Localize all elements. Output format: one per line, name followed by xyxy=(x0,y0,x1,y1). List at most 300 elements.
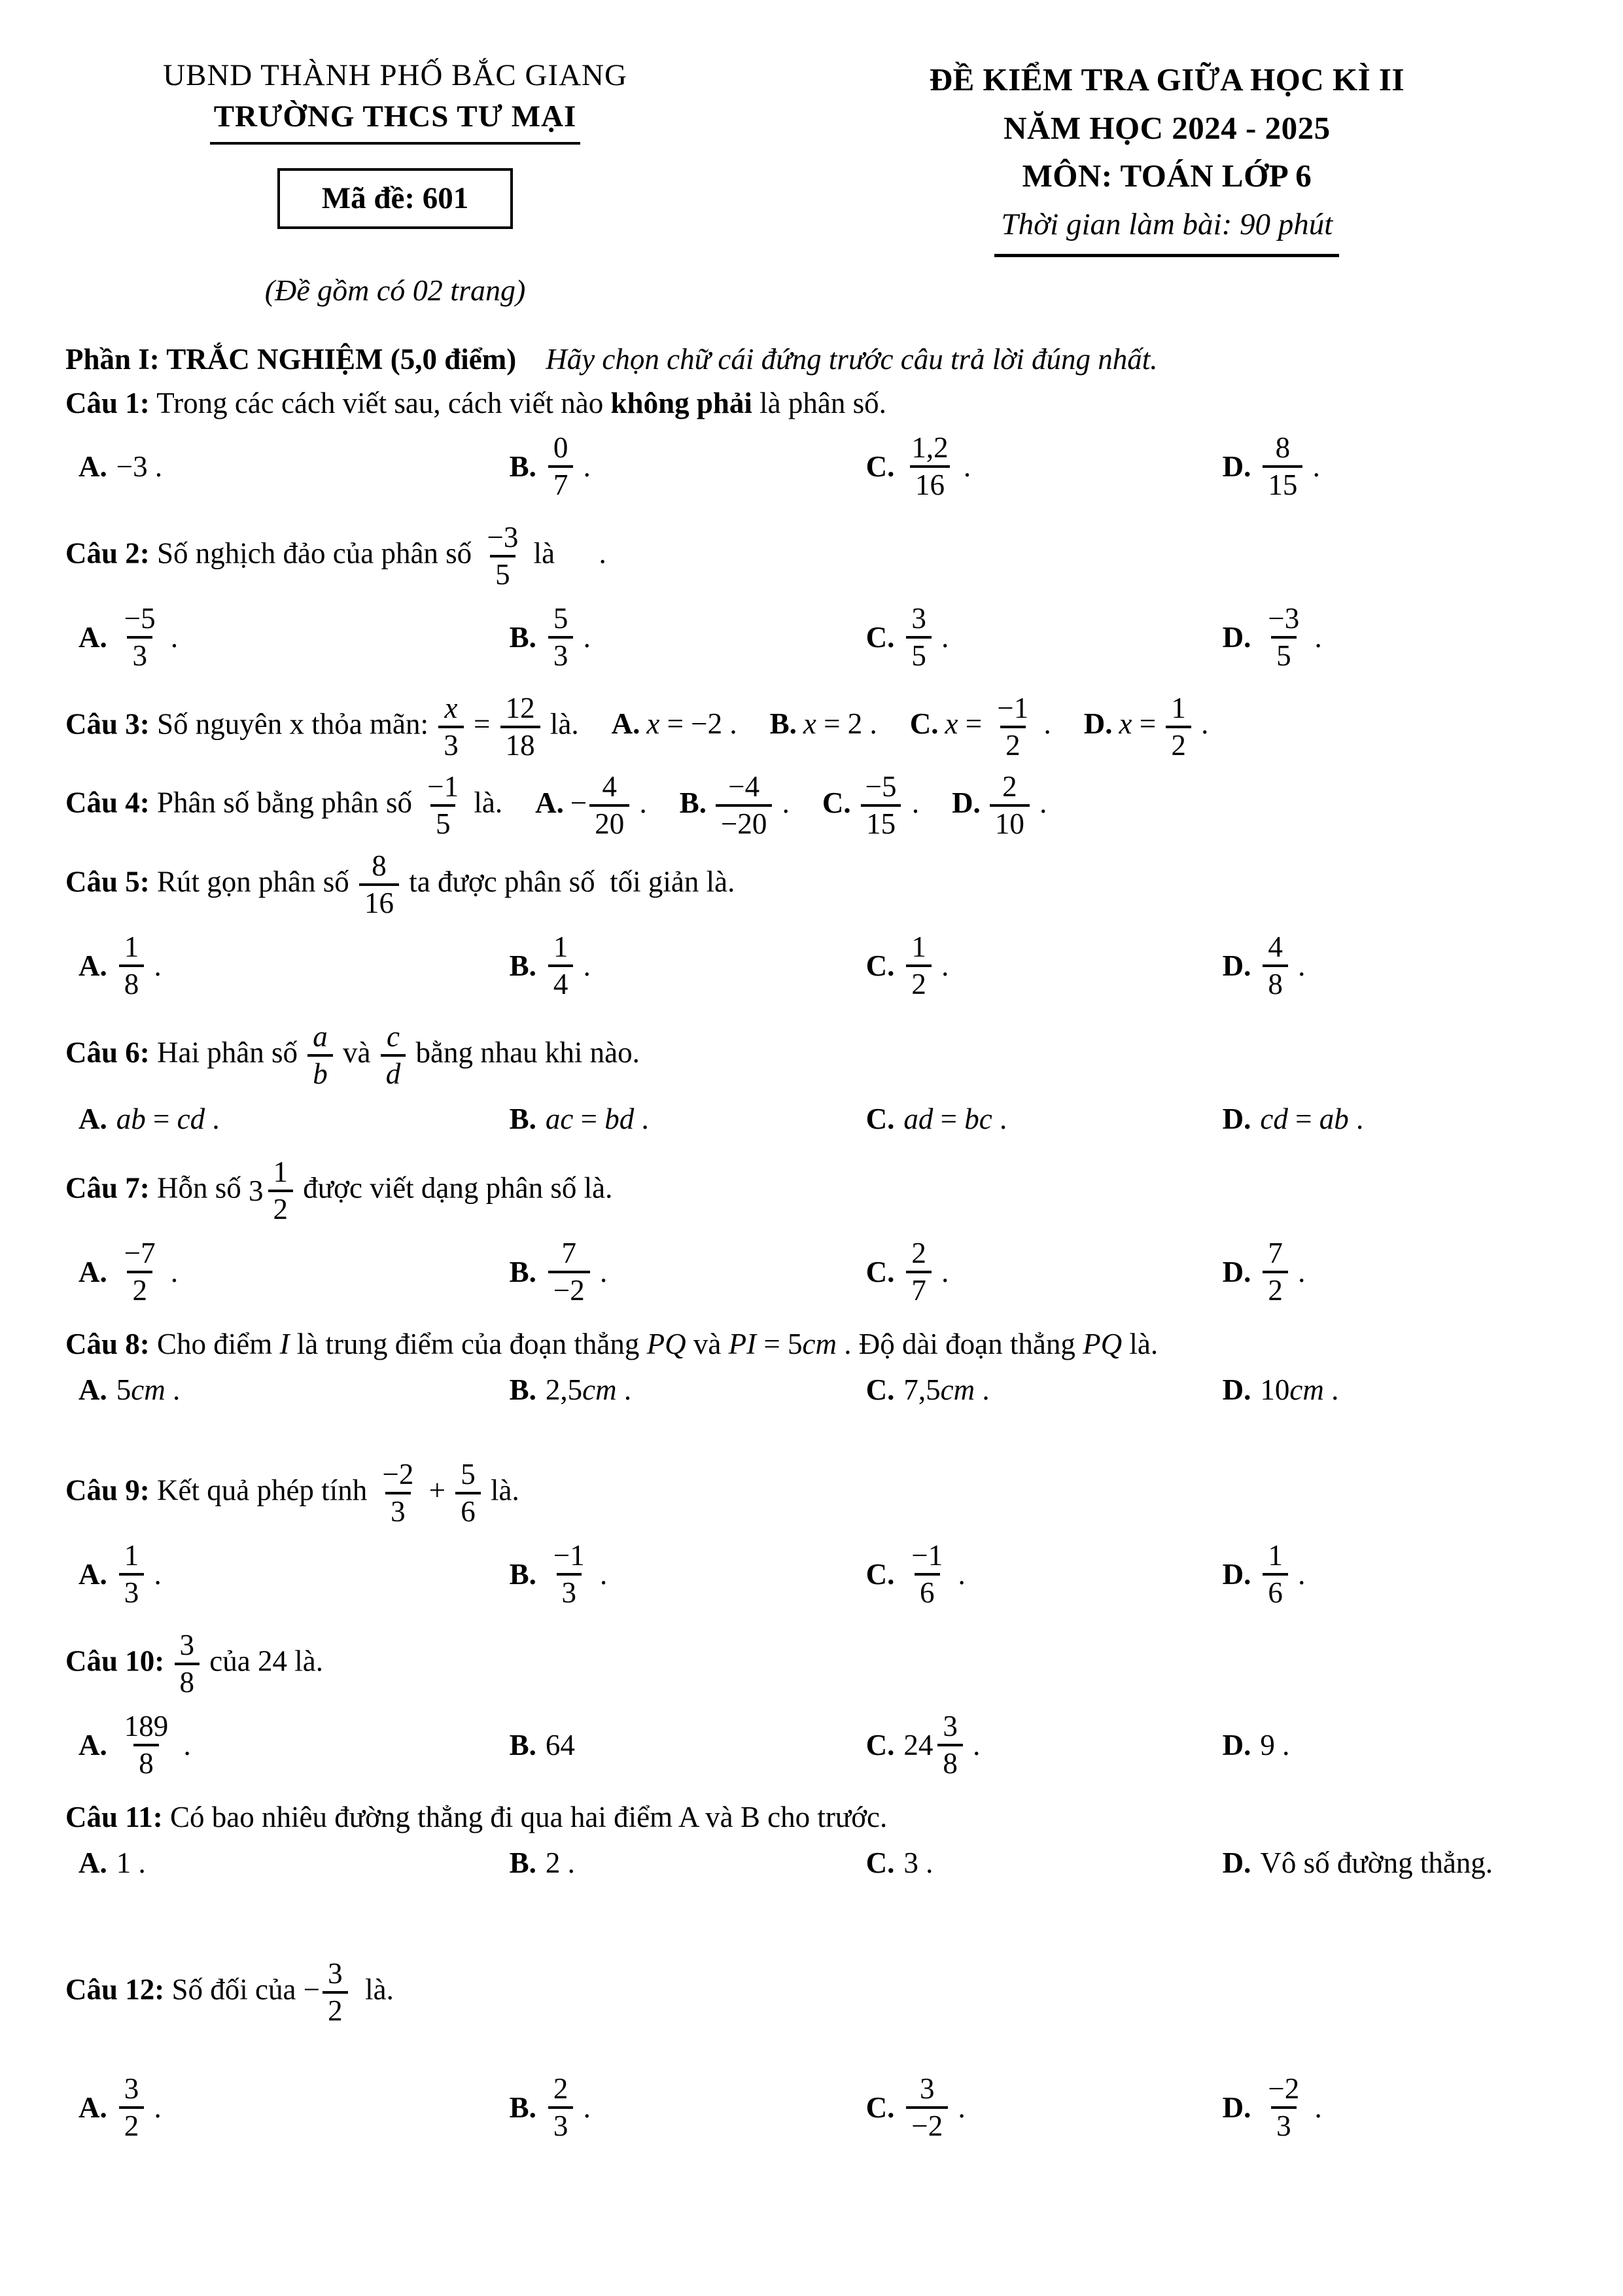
fraction xyxy=(119,1540,145,1609)
text-run: là . xyxy=(526,537,606,570)
answer-option xyxy=(1223,430,1564,504)
fraction xyxy=(937,1711,963,1780)
fraction-numerator: −5 xyxy=(124,602,156,635)
fraction-denominator: −2 xyxy=(548,1271,590,1306)
question-label: Câu 4: xyxy=(65,786,150,819)
option-label: C. xyxy=(865,1729,895,1762)
text-run: Có bao nhiêu đường thẳng đi qua hai điểm A và B cho trước. xyxy=(162,1800,888,1833)
text-run: = 2 . xyxy=(816,707,877,741)
question-stem xyxy=(65,1956,1564,2030)
text-run: 64 xyxy=(545,1729,575,1762)
option-label: D. xyxy=(1222,1103,1251,1136)
question-label: Câu 2: xyxy=(65,537,150,570)
fraction xyxy=(1166,693,1191,762)
math-run: x xyxy=(1119,707,1132,741)
fraction-denominator: b xyxy=(307,1054,333,1089)
text-run: . xyxy=(934,621,949,654)
fraction-denominator: 2 xyxy=(119,2106,145,2142)
option-label: A. xyxy=(611,707,640,741)
fraction-denominator: 6 xyxy=(1263,1573,1288,1608)
math-run: I xyxy=(279,1327,290,1360)
text-run: . xyxy=(1290,1256,1306,1289)
mixed-whole: 3 xyxy=(249,1174,264,1207)
answer-option xyxy=(679,770,790,841)
fraction xyxy=(119,603,161,672)
options-row xyxy=(79,1538,1564,1612)
fraction-numerator: 1,2 xyxy=(911,431,949,465)
fraction-numerator: −2 xyxy=(1268,2072,1300,2106)
fraction-denominator: 8 xyxy=(175,1663,200,1698)
answer-option xyxy=(510,1844,866,1882)
question-stem xyxy=(65,848,1564,922)
fraction xyxy=(323,1958,348,2027)
text-run: 9 . xyxy=(1260,1729,1290,1762)
fraction-denominator: 5 xyxy=(1271,636,1297,671)
answer-option xyxy=(79,1538,510,1612)
fraction xyxy=(589,771,629,840)
fraction-numerator: −3 xyxy=(1268,602,1300,635)
options-row xyxy=(79,1100,1564,1139)
answer-option xyxy=(866,1100,1223,1139)
text-run: = xyxy=(958,707,990,741)
text-run: là trung điểm của đoạn thẳng xyxy=(289,1327,647,1360)
text-run: . xyxy=(1290,1558,1306,1591)
answer-option xyxy=(510,929,866,1003)
text-run: ta được phân số tối giản là. xyxy=(402,865,735,898)
fraction-numerator: 7 xyxy=(1268,1237,1283,1270)
text-run: + xyxy=(421,1474,453,1507)
text-run: . xyxy=(1307,2091,1322,2125)
text-run: . xyxy=(176,1729,191,1762)
answer-option xyxy=(1223,929,1564,1003)
option-label: C. xyxy=(865,2091,895,2125)
text-run: . xyxy=(965,1729,981,1762)
fraction xyxy=(307,1021,333,1090)
question-stem xyxy=(65,769,1564,843)
options-row xyxy=(79,1235,1564,1309)
option-label: B. xyxy=(509,2091,536,2125)
fraction-denominator: 18 xyxy=(500,726,540,761)
question xyxy=(65,1627,1564,1782)
exam-header xyxy=(65,56,1564,310)
math-run: cd xyxy=(177,1103,205,1136)
fraction xyxy=(359,851,399,919)
answer-option xyxy=(866,2071,1223,2145)
fraction xyxy=(1263,932,1288,1000)
options-row xyxy=(79,1844,1564,1882)
text-run: = xyxy=(1132,707,1164,741)
question xyxy=(65,1325,1564,1409)
fraction-numerator: −4 xyxy=(728,770,760,804)
fraction-numerator: 1 xyxy=(124,1539,139,1572)
answer-option xyxy=(866,1708,1223,1782)
answer-option xyxy=(822,770,920,841)
text-run: . xyxy=(1305,450,1320,484)
fraction xyxy=(906,433,953,501)
fraction xyxy=(906,932,932,1000)
fraction-numerator: 3 xyxy=(920,2072,935,2106)
fraction-numerator: a xyxy=(313,1019,328,1053)
fraction xyxy=(906,603,932,672)
math-run: ab xyxy=(116,1103,146,1136)
option-label: C. xyxy=(865,1373,895,1407)
answer-option xyxy=(79,1100,510,1139)
text-run: là. xyxy=(466,786,503,819)
question-label: Câu 8: xyxy=(65,1327,150,1360)
text-run: . xyxy=(165,1373,181,1407)
text-run: . xyxy=(975,1373,990,1407)
fraction-denominator: 5 xyxy=(430,804,456,839)
fraction-numerator: 8 xyxy=(1275,431,1291,465)
question-stem xyxy=(65,1325,1564,1364)
option-label: B. xyxy=(509,1256,536,1289)
fraction-denominator: 16 xyxy=(359,883,399,919)
fraction-numerator: −1 xyxy=(911,1539,943,1572)
fraction-denominator: 20 xyxy=(589,804,629,839)
fraction-numerator: −2 xyxy=(382,1457,414,1491)
section-1-title: Phần I: TRẮC NGHIỆM (5,0 điểm) xyxy=(65,343,517,376)
fraction-numerator: 5 xyxy=(553,602,568,635)
fraction-denominator: 2 xyxy=(1000,726,1026,761)
options-row xyxy=(79,929,1564,1003)
answer-option xyxy=(79,601,510,675)
text-run: . xyxy=(205,1103,220,1136)
text-run: Hỗn số xyxy=(149,1171,249,1205)
fraction-denominator: 5 xyxy=(906,636,932,671)
fraction-numerator: 189 xyxy=(124,1710,169,1743)
fraction-numerator: 2 xyxy=(911,1237,926,1270)
option-label: A. xyxy=(79,1729,107,1762)
answer-option xyxy=(510,601,866,675)
bold-text: không phải xyxy=(610,386,752,419)
answer-option xyxy=(79,929,510,1003)
fraction xyxy=(548,2074,574,2142)
fraction-numerator: 4 xyxy=(602,770,618,804)
option-label: C. xyxy=(865,949,895,983)
answer-option xyxy=(866,1371,1223,1409)
option-label: D. xyxy=(1222,1256,1251,1289)
options-row xyxy=(79,430,1564,504)
header-left xyxy=(65,56,725,310)
answer-option xyxy=(510,1726,866,1765)
answer-option xyxy=(79,1844,510,1882)
text-run: . xyxy=(1290,949,1306,983)
answer-option xyxy=(79,2071,510,2145)
fraction-numerator: 2 xyxy=(1002,770,1017,804)
text-run: . xyxy=(956,450,971,484)
text-run: = xyxy=(145,1103,177,1136)
fraction-denominator: 16 xyxy=(910,465,950,501)
math-run: x xyxy=(646,707,660,741)
fraction-denominator: d xyxy=(381,1054,406,1089)
fraction-numerator: 1 xyxy=(124,930,139,964)
fraction-denominator: 8 xyxy=(937,1744,963,1779)
answer-option xyxy=(510,430,866,504)
question-label: Câu 7: xyxy=(65,1171,150,1205)
text-run: . xyxy=(163,1256,179,1289)
text-run: . xyxy=(576,621,591,654)
option-label: C. xyxy=(865,450,895,484)
text-run: được viết dạng phân số là. xyxy=(296,1171,613,1205)
fraction-denominator: 3 xyxy=(557,1573,582,1608)
fraction-denominator: −20 xyxy=(716,804,772,839)
fraction xyxy=(906,1238,932,1307)
option-label: B. xyxy=(679,786,707,819)
question-stem xyxy=(65,690,1564,764)
text-run: = xyxy=(1287,1103,1319,1136)
fraction-numerator: 1 xyxy=(1171,691,1186,724)
answer-option xyxy=(510,1235,866,1309)
answer-option xyxy=(1223,2071,1564,2145)
fraction-denominator: 6 xyxy=(455,1492,481,1527)
text-run: . xyxy=(632,786,647,819)
text-run: Số nguyên x thỏa mãn: xyxy=(149,707,436,741)
math-run: cm xyxy=(1289,1373,1324,1407)
fraction-numerator: 5 xyxy=(461,1457,476,1491)
text-run: bằng nhau khi nào. xyxy=(408,1036,640,1069)
fraction-numerator: 1 xyxy=(1268,1539,1283,1572)
fraction-denominator: 3 xyxy=(548,636,574,671)
question xyxy=(65,1956,1564,2145)
fraction-numerator: 1 xyxy=(911,930,926,964)
fraction-denominator: 3 xyxy=(438,726,464,761)
question-stem xyxy=(65,520,1564,593)
fraction xyxy=(860,771,902,840)
text-run: Trong các cách viết sau, cách viết nào xyxy=(149,386,611,419)
spacer xyxy=(523,343,538,376)
section-1-heading xyxy=(65,340,1564,379)
option-label: D. xyxy=(1083,707,1113,741)
text-run: = −2 . xyxy=(659,707,737,741)
math-run: PI xyxy=(728,1327,757,1360)
fraction-denominator: 7 xyxy=(906,1271,932,1306)
option-label: D. xyxy=(1222,450,1251,484)
fraction-denominator: −2 xyxy=(906,2106,948,2142)
option-label: C. xyxy=(909,707,939,741)
fraction-denominator: 6 xyxy=(915,1573,940,1608)
fraction xyxy=(481,522,523,591)
text-run: . Độ dài đoạn thẳng xyxy=(836,1327,1083,1360)
answer-option xyxy=(1223,1100,1564,1139)
question-label: Câu 6: xyxy=(65,1036,150,1069)
fraction xyxy=(1263,603,1304,672)
option-label: C. xyxy=(865,621,895,654)
pages-note: (Đề gồm có 02 trang) xyxy=(264,274,526,308)
text-run: = xyxy=(933,1103,965,1136)
math-run: cm xyxy=(582,1373,617,1407)
question xyxy=(65,1154,1564,1309)
fraction xyxy=(548,1540,590,1609)
fraction-numerator: −3 xyxy=(487,520,519,554)
text-run: . xyxy=(992,1103,1007,1136)
fraction xyxy=(548,932,574,1000)
fraction-numerator: −1 xyxy=(553,1539,585,1572)
text-run: 1 . xyxy=(116,1846,146,1880)
fraction-denominator: 8 xyxy=(1263,964,1288,1000)
text-run: là. xyxy=(542,707,579,741)
fraction xyxy=(1263,2074,1304,2142)
fraction-denominator: 3 xyxy=(1271,2106,1297,2142)
answer-option xyxy=(1223,1726,1564,1765)
text-run: = 5 xyxy=(756,1327,803,1360)
fraction-numerator: 0 xyxy=(553,431,568,465)
option-label: A. xyxy=(79,621,107,654)
fraction xyxy=(268,1157,294,1226)
text-run: . xyxy=(934,1256,949,1289)
text-run: Vô số đường thẳng. xyxy=(1260,1846,1493,1880)
text-run: của 24 là. xyxy=(202,1644,323,1678)
option-label: D. xyxy=(1222,2091,1251,2125)
text-run: . xyxy=(163,621,179,654)
answer-option xyxy=(612,707,737,740)
answer-option xyxy=(1223,1844,1564,1882)
answer-option xyxy=(535,770,647,841)
fraction xyxy=(1263,433,1302,501)
fraction-denominator: 4 xyxy=(548,964,574,1000)
question-label: Câu 11: xyxy=(65,1800,163,1833)
fraction xyxy=(377,1459,419,1528)
text-run: 3 . xyxy=(903,1846,934,1880)
text-run: Số nghịch đảo của phân số xyxy=(149,537,480,570)
math-run: x xyxy=(803,707,816,741)
text-run: 2 . xyxy=(545,1846,575,1880)
option-label: B. xyxy=(509,1558,536,1591)
text-run: và xyxy=(335,1036,378,1069)
math-run: PQ xyxy=(1083,1327,1123,1360)
option-label: B. xyxy=(509,1103,536,1136)
question xyxy=(65,848,1564,1003)
answer-option xyxy=(866,929,1223,1003)
option-label: C. xyxy=(865,1846,895,1880)
fraction-denominator: 8 xyxy=(133,1744,159,1779)
text-run: . xyxy=(1032,786,1047,819)
answer-option xyxy=(909,691,1051,762)
option-label: D. xyxy=(1222,621,1251,654)
option-label: D. xyxy=(1222,1846,1251,1880)
answer-option xyxy=(952,770,1047,841)
answer-option xyxy=(79,448,510,486)
fraction-denominator: 2 xyxy=(268,1190,294,1225)
option-label: B. xyxy=(509,621,536,654)
fraction xyxy=(990,771,1030,840)
answer-option xyxy=(79,1235,510,1309)
text-run: . xyxy=(147,1558,162,1591)
text-run: . xyxy=(147,2091,162,2125)
fraction xyxy=(119,1711,174,1780)
text-run: là phân số. xyxy=(752,386,886,419)
question xyxy=(65,520,1564,675)
text-run: 5 xyxy=(116,1373,131,1407)
text-run: . xyxy=(934,949,949,983)
answer-option xyxy=(1223,601,1564,675)
section-1-instruction: Hãy chọn chữ cái đứng trước câu trả lời đúng nhất. xyxy=(546,343,1158,376)
text-run: . xyxy=(147,949,162,983)
answer-option xyxy=(510,1100,866,1139)
question-label: Câu 12: xyxy=(65,1973,165,2006)
answer-option xyxy=(79,1708,510,1782)
question xyxy=(65,1019,1564,1139)
fraction-numerator: 3 xyxy=(328,1956,343,1990)
option-label: A. xyxy=(79,1256,107,1289)
fraction-numerator: c xyxy=(386,1019,400,1053)
mixed-whole: 24 xyxy=(903,1729,934,1762)
header-right xyxy=(770,56,1564,257)
fraction-numerator: −1 xyxy=(427,770,459,804)
option-label: B. xyxy=(509,1729,536,1762)
fraction-numerator: 7 xyxy=(561,1237,577,1270)
option-label: A. xyxy=(535,786,564,819)
option-label: D. xyxy=(1222,1373,1251,1407)
text-run: 7,5 xyxy=(903,1373,941,1407)
text-run: Hai phân số xyxy=(149,1036,305,1069)
fraction-denominator: 2 xyxy=(127,1271,152,1306)
answer-option xyxy=(770,707,877,740)
fraction xyxy=(992,693,1034,762)
question xyxy=(65,690,1564,764)
fraction xyxy=(119,2074,145,2142)
question-label: Câu 9: xyxy=(65,1474,150,1507)
answer-option xyxy=(510,2071,866,2145)
text-run: − xyxy=(570,786,587,819)
text-run: . xyxy=(576,450,591,484)
answer-option xyxy=(510,1538,866,1612)
text-run: Kết quả phép tính xyxy=(149,1474,375,1507)
math-run: x xyxy=(945,707,958,741)
issuing-authority: UBND THÀNH PHỐ BẮC GIANG xyxy=(163,58,627,92)
fraction-denominator: 2 xyxy=(1263,1271,1288,1306)
fraction-numerator: 3 xyxy=(911,602,926,635)
answer-option xyxy=(866,601,1223,675)
exam-title: ĐỀ KIỂM TRA GIỮA HỌC KÌ II xyxy=(929,62,1405,97)
math-run: cm xyxy=(802,1327,837,1360)
math-run: ad xyxy=(903,1103,934,1136)
option-label: A. xyxy=(79,1373,107,1407)
answer-option xyxy=(866,1235,1223,1309)
school-year: NĂM HỌC 2024 - 2025 xyxy=(1003,109,1331,146)
answer-option xyxy=(1223,1371,1564,1409)
question-label: Câu 5: xyxy=(65,865,150,898)
fraction xyxy=(119,1238,161,1307)
math-run: cm xyxy=(940,1373,975,1407)
question-stem xyxy=(65,1154,1564,1228)
answer-option xyxy=(866,1538,1223,1612)
option-label: A. xyxy=(79,1846,107,1880)
option-label: B. xyxy=(509,1846,536,1880)
question-stem xyxy=(65,1627,1564,1701)
text-run: . xyxy=(576,949,591,983)
fraction-numerator: x xyxy=(444,691,458,724)
option-label: A. xyxy=(79,450,107,484)
text-run: . xyxy=(951,1558,966,1591)
fraction-numerator: 3 xyxy=(179,1628,195,1661)
fraction-denominator: 7 xyxy=(548,465,574,501)
mixed-number xyxy=(249,1154,296,1228)
fraction-denominator: 3 xyxy=(548,2106,574,2142)
option-label: A. xyxy=(79,949,107,983)
fraction-denominator: 2 xyxy=(906,964,932,1000)
text-run: = xyxy=(466,707,498,741)
fraction-denominator: 2 xyxy=(1166,726,1191,761)
text-run: . xyxy=(775,786,790,819)
option-label: B. xyxy=(509,450,536,484)
option-label: A. xyxy=(79,1558,107,1591)
fraction-numerator: 4 xyxy=(1268,930,1283,964)
option-label: B. xyxy=(509,1373,536,1407)
question-stem xyxy=(65,1457,1564,1530)
options-row xyxy=(79,1708,1564,1782)
answer-option xyxy=(510,1371,866,1409)
duration: Thời gian làm bài: 90 phút xyxy=(994,202,1339,258)
